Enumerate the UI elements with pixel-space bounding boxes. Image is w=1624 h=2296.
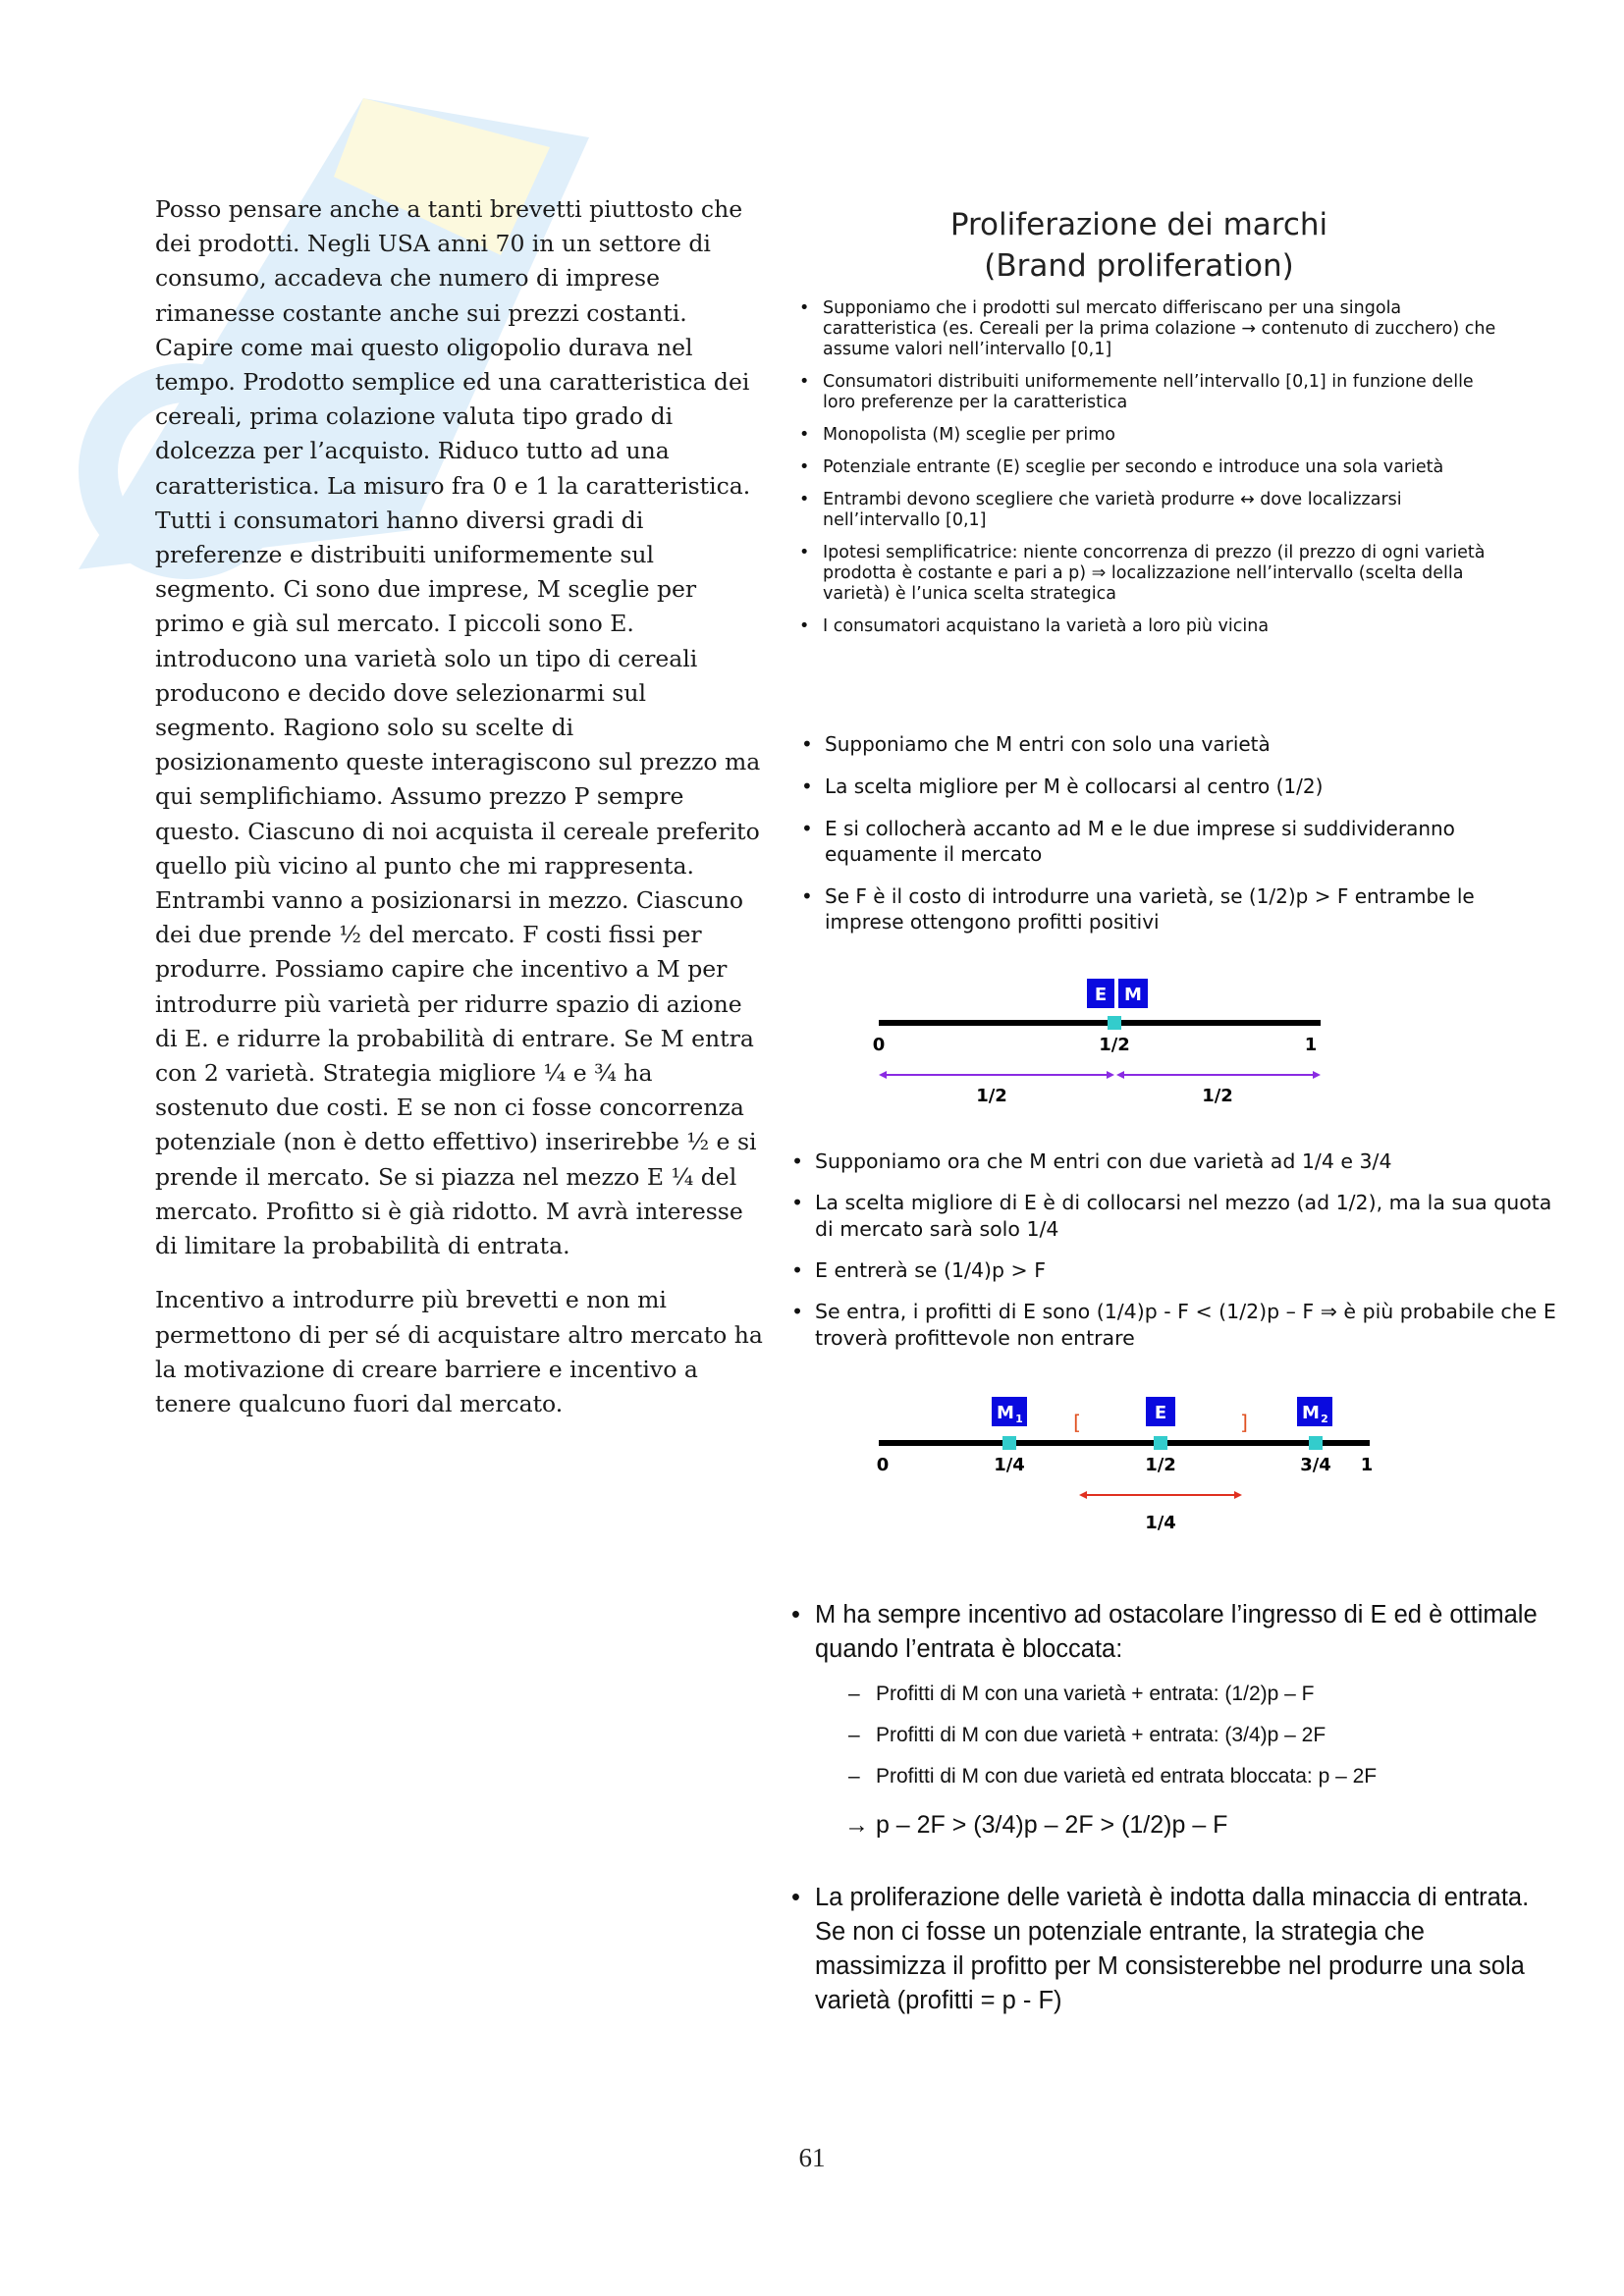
position-marker xyxy=(1002,1436,1016,1450)
notes-column xyxy=(155,192,764,1441)
sub-bullet-item: – Profitti di M con due varietà + entrata: (3/4)p – 2F xyxy=(844,1722,1561,1749)
sub-bullet-item: – Profitti di M con una varietà + entrata: (1/2)p – F xyxy=(844,1681,1561,1708)
bullet-item: • La scelta migliore di E è di collocarsi nel mezzo (ad 1/2), ma la sua quota di mercato sarà solo 1/4 xyxy=(785,1190,1561,1243)
sub-bullets xyxy=(844,1681,1561,1790)
position-marker xyxy=(1309,1436,1323,1450)
tick-label-quarter: 1/4 xyxy=(994,1455,1025,1475)
bullet-item: • Se F è il costo di introdurre una varietà, se (1/2)p > F entrambe le imprese ottengono profitti positivi xyxy=(795,883,1512,934)
tick-label-1: 1 xyxy=(1360,1455,1374,1475)
firm-e-label: E xyxy=(1094,985,1108,1005)
firm-m1-label: M xyxy=(997,1403,1014,1423)
slide2-bullets xyxy=(795,731,1512,951)
slide1-bullets xyxy=(793,298,1500,649)
firm-m2-label: M xyxy=(1302,1403,1320,1423)
slide-title-subline: (Brand proliferation) xyxy=(984,248,1294,284)
left-share-label: 1/2 xyxy=(976,1086,1007,1106)
slide4-bullets xyxy=(785,1598,1561,1842)
tick-label-1: 1 xyxy=(1304,1035,1318,1055)
bullet-item: • E si collocherà accanto ad M e le due imprese si suddivideranno equamente il mercato xyxy=(795,816,1512,867)
slide-title-line: Proliferazione dei marchi xyxy=(949,207,1328,242)
tick-label-0: 0 xyxy=(872,1035,886,1055)
bullet-item: • Supponiamo che M entri con solo una varietà xyxy=(795,731,1512,757)
bullet-item: • E entrerà se (1/4)p > F xyxy=(785,1257,1561,1284)
notes-paragraph: Posso pensare anche a tanti brevetti piuttosto che dei prodotti. Negli USA anni 70 in un settore di consumo, accadeva che numero di imprese rimanesse costante anche sui prezzi costanti. Capire come mai questo oligopolio durava nel tempo. Prodotto semplice ed una caratteristica dei cereali, prima colazione valuta tipo grado di dolcezza per l’acquisto. Riduco tutto ad una caratteristica. La misuro fra 0 e 1 la caratteristica. Tutti i consumatori hanno diversi gradi di preferenze e distribuiti uniformemente sul segmento. Ci sono due imprese, M sceglie per primo e già sul mercato. I piccoli sono E. introducono una varietà solo un tipo di cereali producono e decido dove selezionarmi sul segmento. Ragiono solo su scelte di posizionamento queste interagiscono sul prezzo ma qui semplifichiamo. Assumo prezzo P sempre questo. Ciascuno di noi acquista il cereale preferito quello più vicino al punto che mi rappresenta. Entrambi vanno a posizionarsi in mezzo. Ciascuno dei due prende ½ del mercato. F costi fissi per produrre. Possiamo capire che incentivo a M per introdurre più varietà per ridurre spazio di azione di E. e ridurre la probabilità di entrare. Se M entra con 2 varietà. Strategia migliore ¼ e ¾ ha sostenuto due costi. E se non ci fosse concorrenza potenziale (non è detto effettivo) inserirebbe ½ e si prende il mercato. Se si piazza nel mezzo E ¼ del mercato. Profitto si è già ridotto. M avrà interesse di limitare la probabilità di entrata. xyxy=(155,195,761,1260)
page-number: 61 xyxy=(798,2143,826,2172)
bullet-item: • Monopolista (M) sceglie per primo xyxy=(793,425,1500,446)
bullet-item: • La scelta migliore per M è collocarsi al centro (1/2) xyxy=(795,774,1512,799)
firm-m2-subscript: 2 xyxy=(1321,1413,1328,1425)
bullet-item: • Ipotesi semplificatrice: niente concorrenza di prezzo (il prezzo di ogni varietà prodotta è costante e pari a p) ⇒ localizzazione nell’intervallo (scelta della varietà) è l’unica scelta strategica xyxy=(793,543,1500,605)
notes-paragraph: Incentivo a introdurre più brevetti e non mi permettono di per sé di acquistare altro mercato ha la motivazione di creare barriere e incentivo a tenere qualcuno fuori dal mercato. xyxy=(155,1286,763,1417)
position-marker xyxy=(1108,1016,1121,1030)
arrow-head xyxy=(1079,1491,1087,1499)
arrow-head xyxy=(1107,1071,1114,1079)
bullet-item: • Supponiamo che i prodotti sul mercato differiscano per una singola caratteristica (es. Cereali per la prima colazione → contenuto di zucchero) che assume valori nell’intervallo [0,1] xyxy=(793,298,1500,360)
right-share-label: 1/2 xyxy=(1202,1086,1233,1106)
arrow-head xyxy=(1234,1491,1242,1499)
segment-diagram-two-varieties xyxy=(869,1394,1389,1541)
slide-title xyxy=(785,204,1492,287)
tick-label-three-quarters: 3/4 xyxy=(1300,1455,1331,1475)
segment-diagram-one-variety xyxy=(869,974,1340,1121)
tick-label-half: 1/2 xyxy=(1099,1035,1130,1055)
entrant-share-label: 1/4 xyxy=(1145,1513,1176,1533)
firm-m-label: M xyxy=(1124,985,1142,1005)
conclusion-line: → p – 2F > (3/4)p – 2F > (1/2)p – F xyxy=(844,1811,1228,1839)
bullet-item xyxy=(785,1598,1561,1842)
bullet-item: • Potenziale entrante (E) sceglie per secondo e introduce una sola varietà xyxy=(793,457,1500,478)
tick-label-0: 0 xyxy=(876,1455,890,1475)
bullet-item: • La proliferazione delle varietà è indotta dalla minaccia di entrata. Se non ci fosse un potenziale entrante, la strategia che massimizza il profitto per M consisterebbe nel produrre una sola varietà (profitti = p - F) xyxy=(785,1881,1561,2018)
slide3-bullets xyxy=(785,1148,1561,1366)
firm-e-label: E xyxy=(1154,1403,1167,1423)
bullet-item: • Supponiamo ora che M entri con due varietà ad 1/4 e 3/4 xyxy=(785,1148,1561,1175)
bullet-item: • I consumatori acquistano la varietà a loro più vicina xyxy=(793,616,1500,637)
arrow-head xyxy=(879,1071,887,1079)
bracket-right: ] xyxy=(1240,1411,1248,1434)
arrow-head xyxy=(1116,1071,1124,1079)
bullet-text: M ha sempre incentivo ad ostacolare l’ingresso di E ed è ottimale quando l’entrata è bloccata: xyxy=(815,1601,1538,1663)
arrow-head xyxy=(1313,1071,1321,1079)
slide5-bullets xyxy=(785,1881,1561,2018)
bracket-left: [ xyxy=(1073,1411,1081,1434)
tick-label-half: 1/2 xyxy=(1145,1455,1176,1475)
firm-m1-subscript: 1 xyxy=(1015,1413,1023,1425)
bullet-item: • Consumatori distribuiti uniformemente nell’intervallo [0,1] in funzione delle loro preferenze per la caratteristica xyxy=(793,372,1500,413)
position-marker xyxy=(1154,1436,1167,1450)
bullet-item: • Entrambi devono scegliere che varietà produrre ↔ dove localizzarsi nell’intervallo [0,1] xyxy=(793,490,1500,531)
sub-bullet-item: – Profitti di M con due varietà ed entrata bloccata: p – 2F xyxy=(844,1763,1561,1790)
bullet-item: • Se entra, i profitti di E sono (1/4)p - F < (1/2)p – F ⇒ è più probabile che E troverà profittevole non entrare xyxy=(785,1299,1561,1352)
